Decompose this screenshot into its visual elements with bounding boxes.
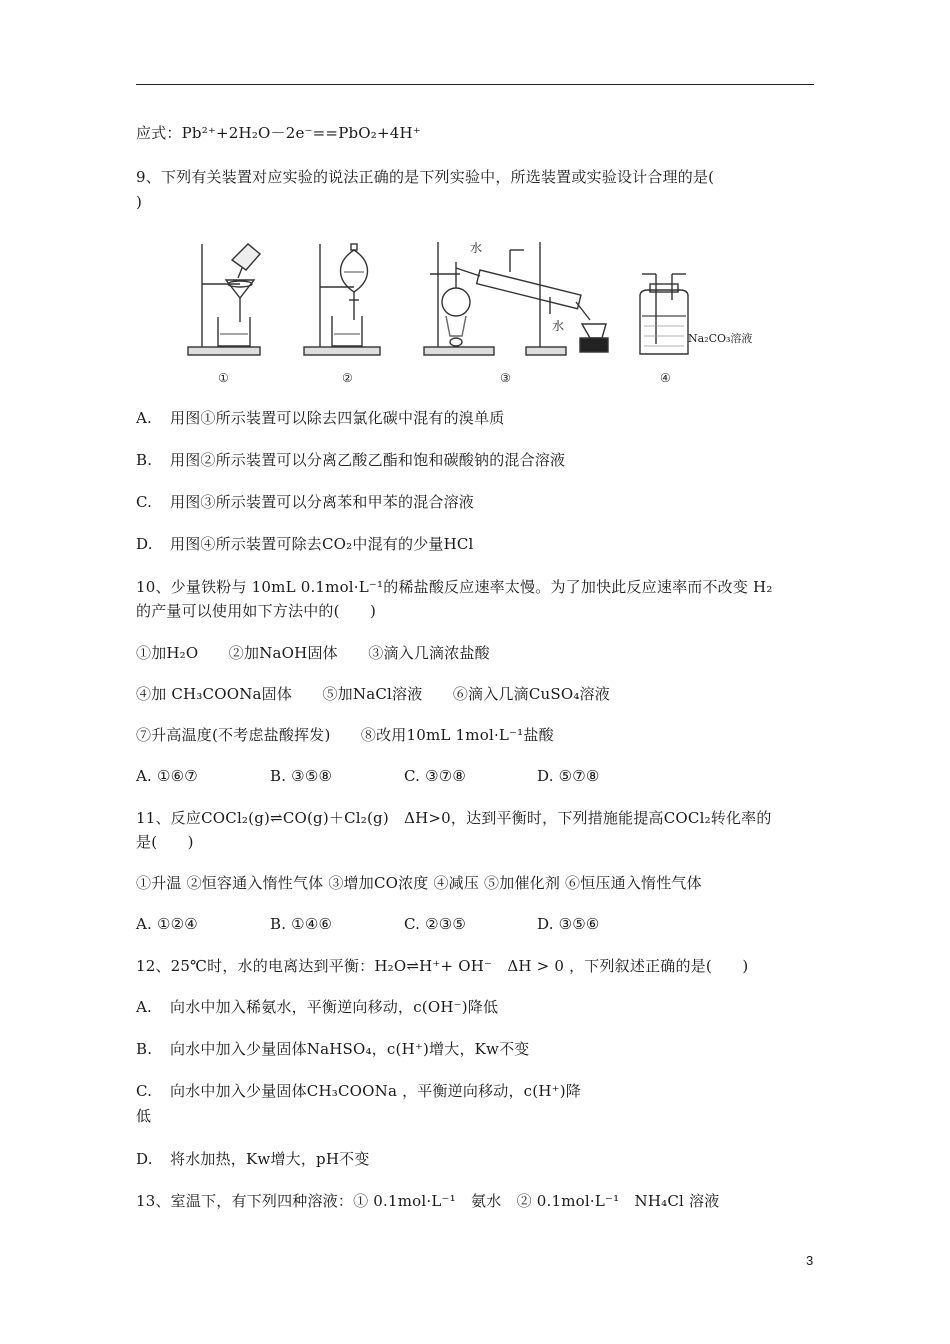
q10-choice-d: D. ⑤⑦⑧ xyxy=(537,767,600,785)
separatory-funnel-apparatus xyxy=(304,244,380,355)
q10-methods-1: ①加H₂O ②加NaOH固体 ③滴入几滴浓盐酸 xyxy=(136,644,490,662)
q10-choice-c: C. ③⑦⑧ xyxy=(404,767,467,785)
q9-option-c: C. 用图③所示装置可以分离苯和甲苯的混合溶液 xyxy=(136,493,475,511)
distillation-apparatus xyxy=(424,242,608,355)
q11-choice-a: A. ①②④ xyxy=(136,915,198,933)
q12-option-c-wrap: 低 xyxy=(136,1107,152,1125)
q9-stem: 9、下列有关装置对应实验的说法正确的是下列实验中，所选装置或实验设计合理的是( xyxy=(136,168,715,186)
fig-label-1: ① xyxy=(218,371,229,385)
q10-methods-3: ⑦升高温度(不考虑盐酸挥发) ⑧改用10mL 1mol·L⁻¹盐酸 xyxy=(136,726,554,744)
q10-choice-a: A. ①⑥⑦ xyxy=(136,767,198,785)
q12-option-b: B. 向水中加入少量固体NaHSO₄，c(H⁺)增大，Kw不变 xyxy=(136,1040,530,1058)
gas-washing-bottle xyxy=(640,274,688,354)
q11-stem-cont: 是( ) xyxy=(136,833,194,851)
q12-option-d: D. 将水加热，Kw增大，pH不变 xyxy=(136,1150,370,1168)
q12-option-c: C. 向水中加入少量固体CH₃COONa ，平衡逆向移动，c(H⁺)降 xyxy=(136,1082,581,1100)
apparatus-figure xyxy=(180,232,780,390)
q11-choice-d: D. ③⑤⑥ xyxy=(537,915,600,933)
q11-choice-c: C. ②③⑤ xyxy=(404,915,467,933)
q11-choice-b: B. ①④⑥ xyxy=(270,915,333,933)
q10-methods-2: ④加 CH₃COONa固体 ⑤加NaCl溶液 ⑥滴入几滴CuSO₄溶液 xyxy=(136,685,610,703)
header-rule xyxy=(136,84,814,85)
water-in-label: 水 xyxy=(552,319,565,333)
q12-stem: 12、25℃时，水的电离达到平衡：H₂O⇌H⁺+ OH⁻ ΔH > 0 ，下列叙述正确的是( ) xyxy=(136,957,749,975)
q9-stem-cont: ) xyxy=(136,193,143,211)
q9-option-d: D. 用图④所示装置可除去CO₂中混有的少量HCl xyxy=(136,535,474,553)
q10-stem-cont: 的产量可以使用如下方法中的( ) xyxy=(136,602,377,620)
page-number: 3 xyxy=(806,1253,814,1268)
filtration-apparatus xyxy=(188,244,260,355)
q12-option-a: A. 向水中加入稀氨水，平衡逆向移动，c(OH⁻)降低 xyxy=(136,998,499,1016)
q10-stem: 10、少量铁粉与 10mL 0.1mol·L⁻¹的稀盐酸反应速率太慢。为了加快此反应速率而不改变 H₂ xyxy=(136,578,773,596)
q13-stem: 13、室温下，有下列四种溶液：① 0.1mol·L⁻¹ 氨水 ② 0.1mol·L⁻¹ NH₄Cl 溶液 xyxy=(136,1192,720,1210)
continued-equation: 应式：Pb²⁺+2H₂O－2e⁻==PbO₂+4H⁺ xyxy=(136,124,421,142)
water-out-label: 水 xyxy=(470,241,483,255)
q9-option-a: A. 用图①所示装置可以除去四氯化碳中混有的溴单质 xyxy=(136,409,505,427)
q10-choice-b: B. ③⑤⑧ xyxy=(270,767,333,785)
solution-label: Na₂CO₃溶液 xyxy=(688,332,753,345)
q11-measures: ①升温 ②恒容通入惰性气体 ③增加CO浓度 ④减压 ⑤加催化剂 ⑥恒压通入惰性气体 xyxy=(136,874,702,892)
fig-label-2: ② xyxy=(342,371,353,385)
q11-stem: 11、反应COCl₂(g)⇌CO(g)＋Cl₂(g) ΔH>0，达到平衡时，下列措施能提高COCl₂转化率的 xyxy=(136,809,772,827)
fig-label-4: ④ xyxy=(660,371,671,385)
fig-label-3: ③ xyxy=(500,371,511,385)
q9-option-b: B. 用图②所示装置可以分离乙酸乙酯和饱和碳酸钠的混合溶液 xyxy=(136,451,566,469)
